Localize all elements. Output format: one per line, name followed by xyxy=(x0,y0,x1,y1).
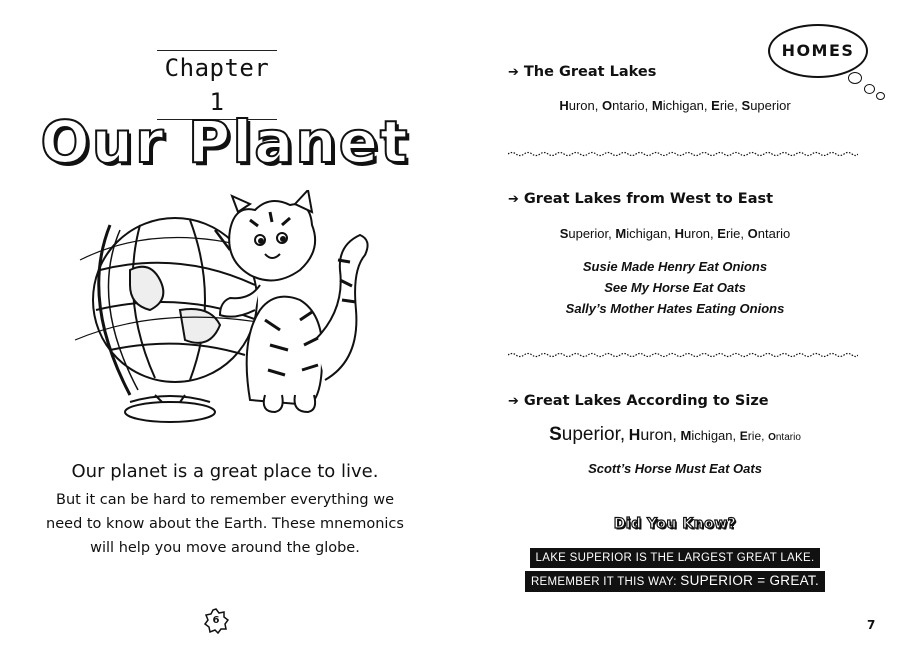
tiger-icon xyxy=(220,190,368,412)
page-number-right: 7 xyxy=(867,618,876,632)
mnemonic-2: See My Horse Eat Oats xyxy=(604,280,746,295)
page-number-left-text: 6 xyxy=(212,615,220,626)
arrow-right-icon: ➔ xyxy=(508,65,519,80)
fact-line-1: LAKE SUPERIOR IS THE LARGEST GREAT LAKE. xyxy=(530,548,821,568)
section-heading-by-size: ➔ Great Lakes According to Size xyxy=(508,393,769,409)
intro-text xyxy=(30,458,420,560)
did-you-know-heading: Did You Know? xyxy=(613,516,737,532)
thought-bubble-dot-2 xyxy=(864,84,875,94)
right-page xyxy=(450,0,900,654)
section-heading-west-to-east: ➔ Great Lakes from West to East xyxy=(508,191,774,207)
section-heading-great-lakes: ➔ The Great Lakes xyxy=(508,64,657,80)
lake-list-1: Huron, Ontario, Michigan, Erie, Superior xyxy=(559,98,791,113)
lake-list-2: Superior, Michigan, Huron, Erie, Ontario xyxy=(559,226,791,241)
chapter-title: Our Planet xyxy=(40,108,410,176)
intro-line-1: But it can be hard to remember everything we xyxy=(56,492,394,508)
mnemonic-3: Sally’s Mother Hates Eating Onions xyxy=(565,301,785,316)
intro-line-2: need to know about the Earth. These mnemonics xyxy=(46,516,404,532)
fact-box xyxy=(450,546,900,594)
mnemonic-1: Susie Made Henry Eat Onions xyxy=(582,259,768,274)
page-number-left xyxy=(203,608,229,634)
fact-line-2: REMEMBER IT THIS WAY: SUPERIOR = GREAT. xyxy=(525,571,825,592)
wavy-divider-2 xyxy=(508,352,858,358)
homes-badge: HOMES xyxy=(768,24,868,78)
arrow-right-icon: ➔ xyxy=(508,192,519,207)
tiger-globe-illustration xyxy=(60,190,390,430)
lake-list-3: Superior, Huron, Michigan, Erie, Ontario xyxy=(549,424,801,445)
chapter-label: Chapter 1 xyxy=(164,54,270,116)
thought-bubble-dot-1 xyxy=(848,72,862,84)
mnemonic-4: Scott’s Horse Must Eat Oats xyxy=(588,461,762,476)
intro-lead: Our planet is a great place to live. xyxy=(71,461,379,482)
wavy-divider-1 xyxy=(508,151,858,157)
intro-line-3: will help you move around the globe. xyxy=(90,540,360,556)
arrow-right-icon: ➔ xyxy=(508,394,519,409)
